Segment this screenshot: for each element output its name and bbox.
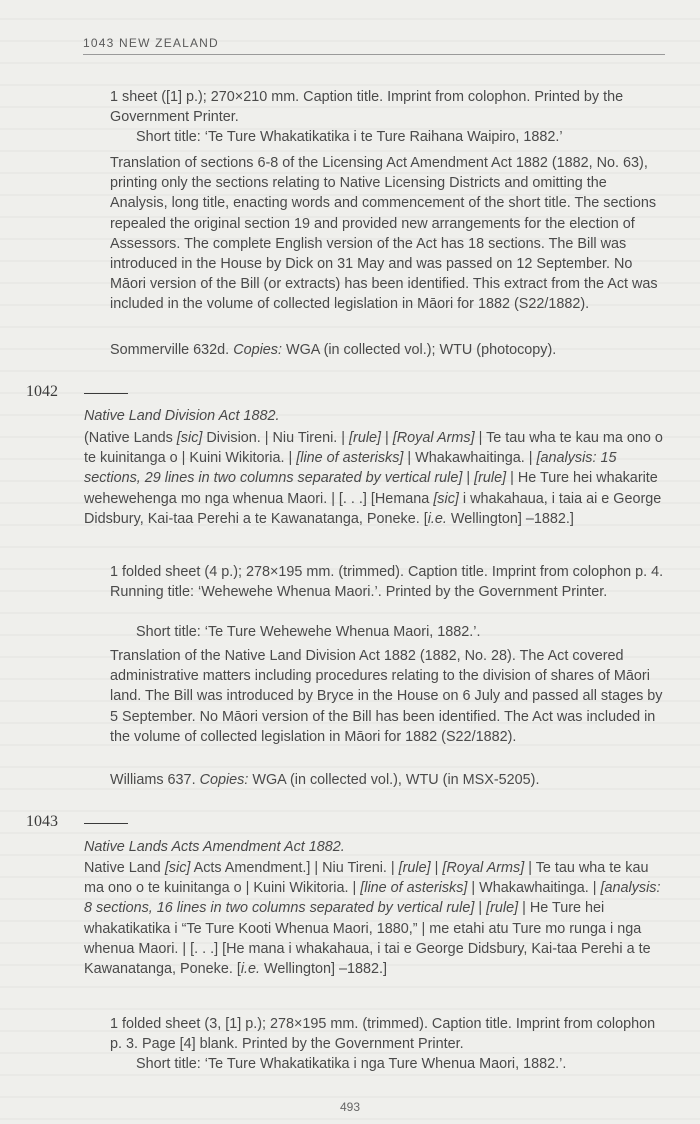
entry-1042-transcription-segment: | (462, 470, 475, 487)
top-description: 1 sheet ([1] p.); 270×210 mm. Caption title. Imprint from colophon. Printed by the Government Printer. (110, 89, 624, 126)
entry-1043-transcription (84, 858, 665, 979)
entry-number-1042: 1042 (26, 383, 58, 400)
entry-1042-transcription-segment: Division. | Niu Tireni. | (202, 430, 350, 446)
entry-1043-transcription-segment: Native Land (84, 860, 165, 876)
entry-1043-transcription-segment: [Royal Arms] (442, 860, 525, 876)
running-head: 1043 NEW ZEALAND (83, 36, 665, 55)
entry-1043-title: Native Lands Acts Amendment Act 1882. (84, 839, 345, 855)
entry-1042-description: 1 folded sheet (4 p.); 278×195 mm. (trimmed). Caption title. Imprint from colophon p. 4. Running title: ‘Wehewehe Whenua Maori.’. Printed by the Government Printer. (110, 564, 664, 601)
copies-list: WGA (in collected vol.); WTU (photocopy). (285, 342, 557, 358)
entry-1043-transcription-segment: | (430, 860, 443, 876)
entry-1043-transcription-segment: [rule] (398, 860, 431, 876)
entry-1043-transcription-segment: | Te tau wha te kau ma ono o te kuinitanga o | Kuini Wikitoria. | (84, 860, 649, 897)
entry-1042-transcription-segment: i.e. (427, 510, 447, 527)
entry-number-1043: 1043 (26, 813, 58, 830)
page-number: 493 (339, 1100, 361, 1114)
reference-source: Sommerville 632d. (110, 342, 230, 358)
entry-1042-transcription-segment: [line of asterisks] (296, 450, 404, 467)
entry-1043-transcription-segment: | He Ture hei whakatikatika i “Te Ture Kooti Whenua Maori, 1880,” | me etahi atu Ture mo runga i nga whenua Maori. | [. . .] [He mana i whakahaua, i tai e George Didsbury, Kai-taa Perehi a te Kawanatanga, Poneke. [ (84, 900, 651, 978)
entry-1042-transcription-segment: [Royal Arms] (392, 430, 475, 446)
entry-rule-1043 (84, 823, 128, 824)
entry-1042-transcription-segment: [rule] (349, 430, 382, 446)
copies-label: Copies: (233, 342, 282, 358)
entry-1043-short-title: Short title: ‘Te Ture Whakatikatika i nga Ture Whenua Maori, 1882.’. (136, 1056, 567, 1072)
entry-1042-transcription-segment: [analysis: 15 sections, 29 lines in two columns separated by vertical rule] (84, 450, 617, 487)
entry-1042-transcription-segment: [rule] (474, 470, 507, 487)
top-note: Translation of sections 6-8 of the Licensing Act Amendment Act 1882 (1882, No. 63), printing only the sections relating to Native Licensing Districts and omitting the Analysis, long title, enacting words and commencement of the short title. The sections repealed the original section 19 and provided new arrangements for the election of Assessors. The complete English version of the Act has 18 sections. The Bill was introduced in the House by Dick on 31 May and was passed on 12 September. No Māori version of the Bill (or extracts) has been identified. This extract from the Act was included in the volume of collected legislation in Māori for 1882 (S22/1882). (110, 155, 658, 313)
entry-1042-note: Translation of the Native Land Division Act 1882 (1882, No. 28). The Act covered administrative matters including procedures relating to the division of shares of Māori land. The Bill was introduced by Bryce in the House on 6 July and passed all stages by 5 September. No Māori version of the Bill has been identified. The Act was included in the volume of collected legislation in Māori for 1882 (S22/1882). (110, 648, 663, 745)
reference-source: Williams 637. (110, 772, 196, 788)
entry-1042-transcription-segment: i whakahaua, i taia ai e George Didsbury, Kai-taa Perehi a te Kawanatanga, Poneke. [ (84, 490, 662, 527)
entry-1042-transcription-segment: | (381, 430, 393, 446)
entry-1043-transcription-segment: [rule] (486, 900, 519, 917)
entry-1043-transcription-segment: [line of asterisks] (360, 880, 468, 897)
entry-1042-title: Native Land Division Act 1882. (84, 408, 280, 424)
entry-1043-description: 1 folded sheet (3, [1] p.); 278×195 mm. (trimmed). Caption title. Imprint from colophon p. 3. Page [4] blank. Printed by the Government Printer. (110, 1016, 656, 1053)
entry-1043-transcription-segment: [sic] (164, 860, 191, 876)
entry-1042-transcription-segment: | He Ture hei whakarite wehewehenga mo nga whenua Maori. | [. . .] [Hemana (84, 470, 658, 507)
entry-1042-transcription-segment: [sic] (433, 490, 459, 507)
copies-label: Copies: (199, 772, 249, 788)
entry-1043-transcription-segment: Acts Amendment.] | Niu Tireni. | (190, 860, 399, 876)
entry-1043-transcription-segment: i.e. (240, 961, 261, 978)
entry-rule-1042 (84, 393, 128, 394)
entry-1042-transcription-segment: Wellington] –1882.] (446, 510, 574, 527)
entry-1042-transcription (84, 428, 665, 529)
entry-1042-transcription-segment: (Native Lands (84, 430, 177, 446)
entry-1043-transcription-segment: | (474, 900, 487, 917)
entry-1043-transcription-segment: Wellington] –1882.] (260, 961, 387, 978)
entry-1042-short-title: Short title: ‘Te Ture Wehewehe Whenua Maori, 1882.’. (136, 624, 481, 640)
copies-list: WGA (in collected vol.), WTU (in MSX-5205). (252, 772, 540, 788)
top-short-title: Short title: ‘Te Ture Whakatikatika i te Ture Raihana Waipiro, 1882.’ (136, 129, 563, 145)
entry-1043-transcription-segment: | Whakawhaitinga. | (467, 880, 601, 897)
entry-1043-transcription-segment: [analysis: 8 sections, 16 lines in two columns separated by vertical rule] (84, 880, 661, 917)
entry-1042-transcription-segment: [sic] (176, 430, 203, 446)
top-reference (110, 340, 665, 360)
entry-1042-reference (110, 770, 665, 790)
entry-1042-transcription-segment: | Whakawhaitinga. | (403, 450, 537, 467)
entry-1042-transcription-segment: | Te tau wha te kau ma ono o te kuinitanga o | Kuini Wikitoria. | (84, 430, 663, 467)
